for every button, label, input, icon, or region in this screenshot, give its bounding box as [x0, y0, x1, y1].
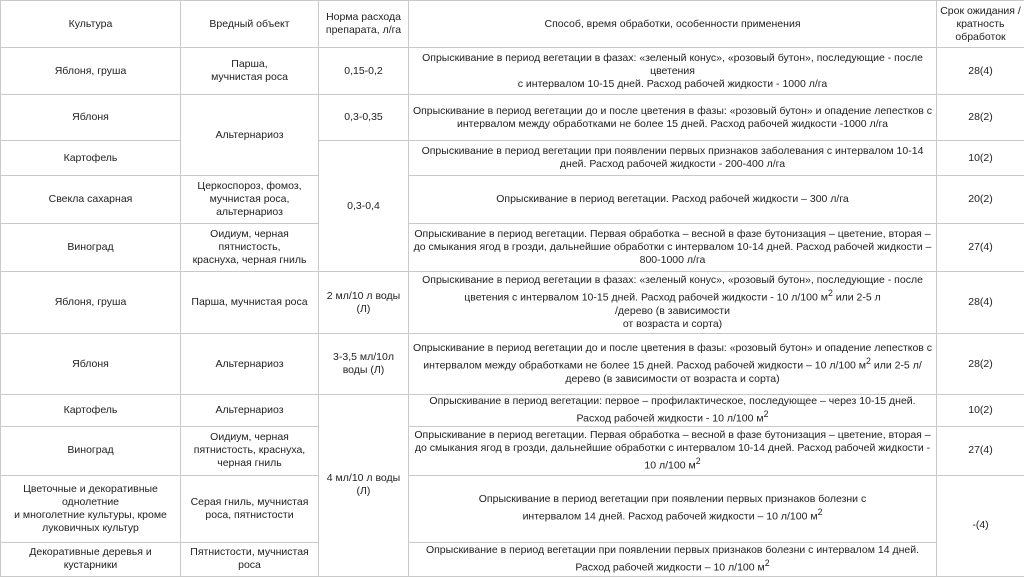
- crop-cell: Виноград: [1, 426, 181, 475]
- method-text: Опрыскивание в период вегетации. Первая обработка – весной в фазе бутонизация – цветение, вторая – до смыкания ягод в грозди, дальнейшие обработки с интервалом 10-14 дней. Расход рабочей жидкости - 10 л/100 м: [414, 429, 930, 472]
- method-text-tail: или 2-5 л/дерево (в зависимости от возраста и сорта): [565, 360, 921, 385]
- crop-cell: Яблоня: [1, 95, 181, 141]
- rate-cell: 0,3-0,35: [319, 95, 409, 141]
- method-text: Опрыскивание в период вегетации: первое – профилактическое, последующее – через 10-15 дней. Расход рабочей жидкости - 10 л/100 м: [429, 395, 915, 425]
- unit-superscript: 2: [696, 456, 701, 466]
- method-text: Опрыскивание в период вегетации при появлении первых признаков болезни с интервалом 14 дней. Расход рабочей жидкости – 10 л/100 м: [479, 493, 866, 523]
- method-cell: [409, 272, 937, 334]
- unit-superscript: 2: [765, 558, 770, 568]
- table-row: [1, 224, 1024, 272]
- wait-cell: 28(2): [937, 95, 1024, 141]
- method-cell: [409, 395, 937, 427]
- crop-cell: Декоративные деревья и кустарники: [1, 542, 181, 576]
- method-cell: [409, 475, 937, 542]
- table-row: [1, 141, 1024, 176]
- wait-cell: -(4): [937, 475, 1024, 576]
- crop-cell: Яблоня, груша: [1, 272, 181, 334]
- header-crop: Культура: [1, 1, 181, 48]
- method-text: Опрыскивание в период вегетации в фазах: «зеленый конус», «розовый бутон», последующие - после цветения с интервалом 10-15 дней. Расход рабочей жидкости - 10 л/100 м: [422, 274, 923, 304]
- rate-cell: 2 мл/10 л воды (Л): [319, 272, 409, 334]
- method-cell: Опрыскивание в период вегетации до и после цветения в фазы: «розовый бутон» и опадение лепестков с интервалом между обработками не более 15 дней. Расход рабочей жидкости -1000 л/га: [409, 95, 937, 141]
- method-cell: Опрыскивание в период вегетации. Первая обработка – весной в фазе бутонизация – цветение, вторая – до смыкания ягод в грозди, дальнейшие обработки с интервалом 10-14 дней. Расход рабочей жидкости – 800-1000 л/га: [409, 224, 937, 272]
- unit-superscript: 2: [818, 507, 823, 517]
- crop-cell: Свекла сахарная: [1, 176, 181, 224]
- crop-cell: Картофель: [1, 141, 181, 176]
- wait-cell: 10(2): [937, 395, 1024, 427]
- pest-cell: Церкоспороз, фомоз, мучнистая роса, альтернариоз: [181, 176, 319, 224]
- table-row: [1, 475, 1024, 542]
- wait-cell: 27(4): [937, 224, 1024, 272]
- method-cell: [409, 334, 937, 395]
- rate-cell: 0,3-0,4: [319, 141, 409, 272]
- wait-cell: 20(2): [937, 176, 1024, 224]
- table-row: [1, 334, 1024, 395]
- header-pest: Вредный объект: [181, 1, 319, 48]
- pest-cell: Альтернариоз: [181, 95, 319, 176]
- table-row: [1, 176, 1024, 224]
- table-row: [1, 395, 1024, 427]
- method-text: Опрыскивание в период вегетации при появлении первых признаков болезни с интервалом 14 дней. Расход рабочей жидкости – 10 л/100 м: [426, 544, 919, 574]
- method-cell: [409, 542, 937, 576]
- pest-cell: Оидиум, черная пятнистость, краснуха, черная гниль: [181, 426, 319, 475]
- pest-cell: Парша, мучнистая роса: [181, 272, 319, 334]
- wait-cell: 27(4): [937, 426, 1024, 475]
- unit-superscript: 2: [764, 409, 769, 419]
- pest-cell: Альтернариоз: [181, 334, 319, 395]
- method-cell: [409, 426, 937, 475]
- table-row: [1, 426, 1024, 475]
- unit-superscript: 2: [828, 288, 833, 298]
- header-row: [1, 1, 1024, 48]
- table-row: [1, 95, 1024, 141]
- unit-superscript: 2: [866, 356, 871, 366]
- method-cell: Опрыскивание в период вегетации при появлении первых признаков заболевания с интервалом 10-14 дней. Расход рабочей жидкости - 200-400 л/га: [409, 141, 937, 176]
- pest-cell: Оидиум, черная пятнистость, краснуха, черная гниль: [181, 224, 319, 272]
- table-row: [1, 542, 1024, 576]
- wait-cell: 28(4): [937, 272, 1024, 334]
- wait-cell: 28(2): [937, 334, 1024, 395]
- method-text: Опрыскивание в период вегетации до и после цветения в фазы: «розовый бутон» и опадение лепестков с интервалом между обработками не более 15 дней. Расход рабочей жидкости – 10 л/100 м: [413, 342, 932, 372]
- pest-cell: Серая гниль, мучнистая роса, пятнистости: [181, 475, 319, 542]
- method-cell: Опрыскивание в период вегетации в фазах: «зеленый конус», «розовый бутон», последующие - после цветения с интервалом 10-15 дней. Расход рабочей жидкости - 1000 л/га: [409, 48, 937, 95]
- pest-cell: Пятнистости, мучнистая роса: [181, 542, 319, 576]
- pest-cell: Альтернариоз: [181, 395, 319, 427]
- crop-cell: Яблоня: [1, 334, 181, 395]
- table-row: [1, 272, 1024, 334]
- rate-cell: 3-3,5 мл/10л воды (Л): [319, 334, 409, 395]
- crop-cell: Цветочные и декоративные однолетние и многолетние культуры, кроме луковичных культур: [1, 475, 181, 542]
- wait-cell: 28(4): [937, 48, 1024, 95]
- crop-cell: Виноград: [1, 224, 181, 272]
- header-method: Способ, время обработки, особенности применения: [409, 1, 937, 48]
- rate-cell: 4 мл/10 л воды (Л): [319, 395, 409, 577]
- method-text-tail: или 2-5 л /дерево (в зависимости от возраста и сорта): [615, 292, 881, 330]
- method-cell: Опрыскивание в период вегетации. Расход рабочей жидкости – 300 л/га: [409, 176, 937, 224]
- crop-cell: Картофель: [1, 395, 181, 427]
- rate-cell: 0,15-0,2: [319, 48, 409, 95]
- header-wait: Срок ожидания / кратность обработок: [937, 1, 1024, 48]
- crop-cell: Яблоня, груша: [1, 48, 181, 95]
- pest-cell: Парша, мучнистая роса: [181, 48, 319, 95]
- header-rate: Норма расхода препарата, л/га: [319, 1, 409, 48]
- wait-cell: 10(2): [937, 141, 1024, 176]
- table-row: [1, 48, 1024, 95]
